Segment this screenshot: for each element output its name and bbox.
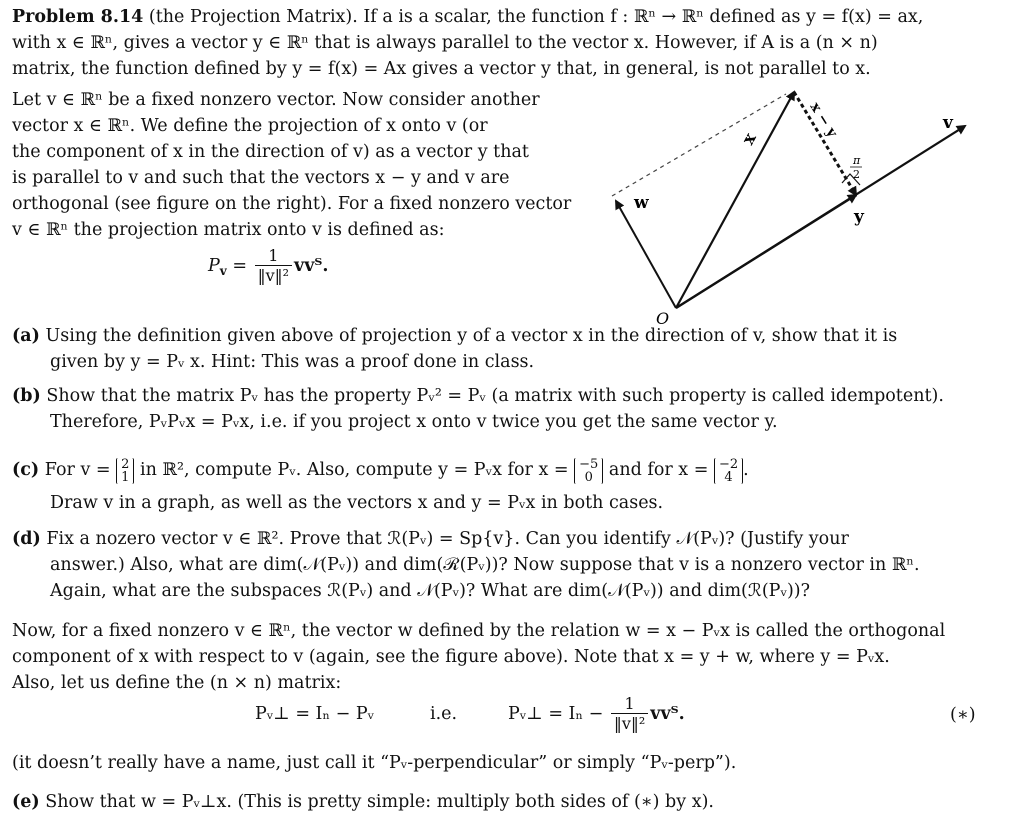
part-b-text-1: Show that the matrix Pᵥ has the property Pᵥ² = Pᵥ (a matrix with such property is called idempotent). — [46, 386, 944, 406]
def-den: ‖v‖² — [255, 265, 292, 286]
part-d-label: (d) — [12, 529, 41, 549]
def-lhs: P — [208, 256, 220, 276]
left-para-line-6: v ∈ ℝⁿ the projection matrix onto v is defined as: — [12, 220, 445, 240]
x1-comp-1: −5 — [579, 456, 599, 472]
perp-formula-left: Pᵥ⊥ = Iₙ − Pᵥ — [255, 704, 375, 724]
now-para-line-2: component of x with respect to v (again, see the figure above). Note that x = y + w, where y = Pᵥx. — [12, 647, 890, 667]
part-c-line-2: Draw v in a graph, as well as the vectors x and y = Pᵥx in both cases. — [50, 493, 664, 513]
perp-rhs: vvᵀ. — [650, 704, 685, 724]
part-c-end: . — [743, 460, 749, 480]
part-a-line-2: given by y = Pᵥ x. Hint: This was a proof done in class. — [50, 352, 535, 372]
part-d-text-1: Fix a nozero vector v ∈ ℝ². Prove that ℛ(Pᵥ) = Sp{v}. Can you identify 𝒩(Pᵥ)? (Justify your — [46, 529, 849, 549]
figure-label-v: v — [943, 113, 953, 133]
left-para-line-5: orthogonal (see figure on the right). For a fixed nonzero vector — [12, 194, 572, 214]
figure-label-x-minus-y: x − y — [806, 99, 841, 141]
x1-comp-2: 0 — [584, 469, 593, 485]
def-num: 1 — [268, 246, 279, 265]
figure-angle-den: 2 — [853, 168, 860, 181]
part-d-line-2: answer.) Also, what are dim(𝒩(Pᵥ)) and dim(ℛ(Pᵥ))? Now suppose that v is a nonzero vector in ℝⁿ. — [50, 555, 920, 575]
perp-note: (it doesn’t really have a name, just call it “Pᵥ-perpendicular” or simply “Pᵥ-perp”). — [12, 753, 737, 773]
projection-figure — [600, 84, 1000, 324]
perp-den: ‖v‖² — [611, 713, 648, 734]
vector-x2-column — [714, 458, 743, 484]
part-b-label: (b) — [12, 386, 41, 406]
figure-label-o: O — [656, 309, 670, 324]
part-c-pre: For v = — [44, 460, 111, 480]
problem-title: (the Projection Matrix) — [148, 7, 353, 27]
def-lhs-sub: v — [219, 264, 227, 278]
part-c-mid-2: and for x = — [608, 460, 709, 480]
def-fraction — [255, 247, 292, 286]
vector-w-line — [616, 201, 676, 308]
perp-fraction — [611, 695, 648, 734]
vector-x-line — [676, 92, 794, 308]
part-e-line — [12, 791, 714, 813]
part-d-line-1 — [12, 528, 849, 550]
projection-definition — [208, 246, 328, 291]
perp-formula-right — [508, 694, 685, 734]
figure-label-x: x — [738, 129, 761, 149]
figure-label-w: w — [634, 193, 649, 213]
left-para-line-3: the component of x in the direction of v) as a vector y that — [12, 142, 529, 162]
intro-line-3: matrix, the function defined by y = f(x) = Ax gives a vector y that, in general, is not parallel to x. — [12, 59, 871, 79]
part-c-mid-1: in ℝ², compute Pᵥ. Also, compute y = Pᵥx for x = — [140, 460, 569, 480]
vector-v-column — [116, 458, 134, 484]
left-para-line-1: Let v ∈ ℝⁿ be a fixed nonzero vector. Now consider another — [12, 90, 540, 110]
v-comp-1: 2 — [121, 456, 130, 472]
part-e-label: (e) — [12, 792, 40, 812]
now-para-line-1: Now, for a fixed nonzero v ∈ ℝⁿ, the vector w defined by the relation w = x − Pᵥx is called the orthogonal — [12, 621, 946, 641]
x2-comp-1: −2 — [718, 456, 739, 472]
perp-num: 1 — [624, 694, 635, 713]
now-para-line-3: Also, let us define the (n × n) matrix: — [12, 673, 342, 693]
def-rhs: vvᵀ. — [294, 256, 329, 276]
perp-rhs-lhs: Pᵥ⊥ = Iₙ − — [508, 704, 604, 724]
vector-y-line — [676, 195, 856, 308]
left-para-line-2: vector x ∈ ℝⁿ. We define the projection of x onto v (or — [12, 116, 488, 136]
perp-formula-ie: i.e. — [430, 704, 458, 724]
part-a-text-1: Using the definition given above of projection y of a vector x in the direction of v, show that it is — [45, 326, 898, 346]
part-c-line-1 — [12, 452, 749, 488]
vector-x1-column — [574, 458, 603, 484]
problem-number: Problem 8.14 — [12, 7, 144, 27]
v-comp-2: 1 — [121, 469, 130, 485]
part-c-label: (c) — [12, 460, 40, 480]
part-b-line-1 — [12, 385, 944, 407]
x2-comp-2: 4 — [724, 469, 733, 485]
part-d-line-3: Again, what are the subspaces ℛ(Pᵥ) and 𝒩(Pᵥ)? What are dim(𝒩(Pᵥ)) and dim(ℛ(Pᵥ))? — [50, 581, 811, 601]
intro-line-2: with x ∈ ℝⁿ, gives a vector y ∈ ℝⁿ that is always parallel to the vector x. However, if A is a (n × n) — [12, 33, 878, 53]
part-a-line-1 — [12, 325, 897, 347]
part-e-text: Show that w = Pᵥ⊥x. (This is pretty simple: multiply both sides of (∗) by x). — [45, 792, 714, 812]
intro-text-1: . If a is a scalar, the function f : ℝⁿ → ℝⁿ defined as y = f(x) = ax, — [352, 7, 924, 27]
figure-label-y: y — [854, 207, 864, 227]
left-para-line-4: is parallel to v and such that the vectors x − y and v are — [12, 168, 510, 188]
part-a-label: (a) — [12, 326, 40, 346]
equation-tag: (∗) — [950, 705, 976, 725]
def-eq: = — [232, 256, 248, 276]
intro-line-1 — [12, 6, 923, 28]
figure-angle-num: π — [853, 154, 861, 167]
dashed-w-line — [612, 94, 786, 196]
part-b-line-2: Therefore, PᵥPᵥx = Pᵥx, i.e. if you project x onto v twice you get the same vector y. — [50, 412, 778, 432]
